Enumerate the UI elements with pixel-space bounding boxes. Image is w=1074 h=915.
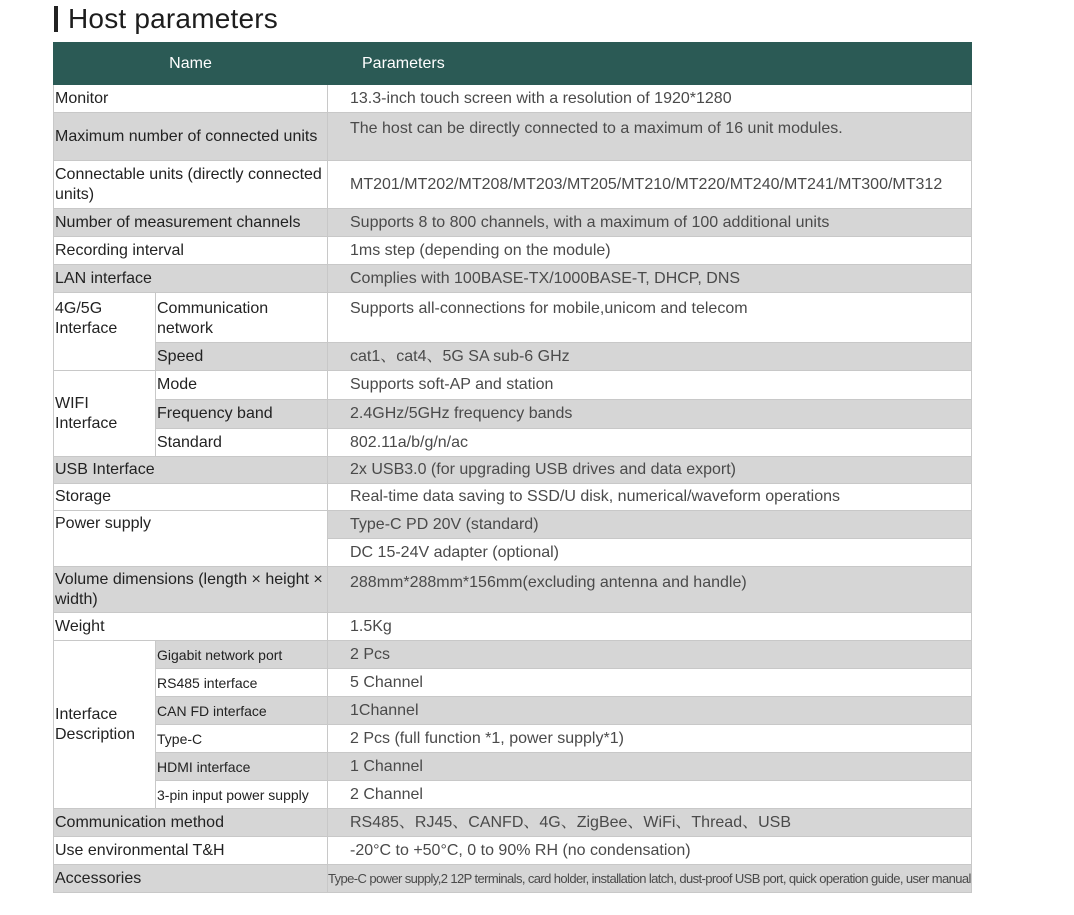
row-value: 1ms step (depending on the module) (328, 237, 972, 265)
row-value: 1.5Kg (328, 613, 972, 641)
table-row (54, 753, 972, 781)
row-label: Weight (54, 613, 328, 641)
row-label: Communication method (54, 809, 328, 837)
table-row (54, 511, 972, 539)
table-row (54, 613, 972, 641)
table-row (54, 725, 972, 753)
sub-label: Type-C (156, 725, 328, 753)
row-label: Volume dimensions (length × height × width) (54, 567, 328, 613)
row-value: Type-C power supply,2 12P terminals, card holder, installation latch, dust-proof USB port, quick operation guide, user manual (328, 865, 972, 893)
table-row (54, 781, 972, 809)
table-row (54, 669, 972, 697)
header-name: Name (54, 43, 328, 85)
sub-label: 3-pin input power supply (156, 781, 328, 809)
row-value: Supports soft-AP and station (328, 371, 972, 400)
table-row (54, 293, 972, 343)
row-label: Maximum number of connected units (54, 113, 328, 161)
row-value: 2 Channel (328, 781, 972, 809)
table-row (54, 343, 972, 371)
title-accent-bar (54, 6, 58, 32)
sub-label: Mode (156, 371, 328, 400)
row-value: MT201/MT202/MT208/MT203/MT205/MT210/MT220/MT240/MT241/MT300/MT312 (328, 161, 972, 209)
page-title: Host parameters (68, 3, 278, 34)
table-row (54, 837, 972, 865)
row-label: Connectable units (directly connected units) (54, 161, 328, 209)
table-row (54, 209, 972, 237)
row-label: Monitor (54, 85, 328, 113)
row-value: cat1、cat4、5G SA sub-6 GHz (328, 343, 972, 371)
row-value: 2 Pcs (full function *1, power supply*1) (328, 725, 972, 753)
sub-label: HDMI interface (156, 753, 328, 781)
table-row (54, 265, 972, 293)
row-value: 2x USB3.0 (for upgrading USB drives and data export) (328, 457, 972, 484)
row-value: 802.11a/b/g/n/ac (328, 429, 972, 457)
table-row (54, 429, 972, 457)
table-row (54, 641, 972, 669)
row-value: Supports 8 to 800 channels, with a maximum of 100 additional units (328, 209, 972, 237)
row-value: 5 Channel (328, 669, 972, 697)
header-parameters: Parameters (328, 43, 972, 85)
sub-label: Standard (156, 429, 328, 457)
row-value: -20°C to +50°C, 0 to 90% RH (no condensation) (328, 837, 972, 865)
sub-label: Speed (156, 343, 328, 371)
table-row (54, 113, 972, 161)
table-row (54, 371, 972, 400)
row-value: 13.3-inch touch screen with a resolution of 1920*1280 (328, 85, 972, 113)
table-row (54, 457, 972, 484)
row-value: Type-C PD 20V (standard) (328, 511, 972, 539)
row-value: Complies with 100BASE-TX/1000BASE-T, DHCP, DNS (328, 265, 972, 293)
row-label: LAN interface (54, 265, 328, 293)
sub-label: Gigabit network port (156, 641, 328, 669)
row-value: DC 15-24V adapter (optional) (328, 539, 972, 567)
table-row (54, 809, 972, 837)
row-label: Accessories (54, 865, 328, 893)
host-parameters-table (53, 42, 972, 893)
row-value: Supports all-connections for mobile,unicom and telecom (328, 293, 972, 343)
table-row (54, 484, 972, 511)
row-label: USB Interface (54, 457, 328, 484)
sub-label: RS485 interface (156, 669, 328, 697)
row-label: WIFI Interface (54, 371, 156, 457)
row-label: Number of measurement channels (54, 209, 328, 237)
row-value: 288mm*288mm*156mm(excluding antenna and handle) (328, 567, 972, 613)
row-value: Real-time data saving to SSD/U disk, numerical/waveform operations (328, 484, 972, 511)
table-row (54, 85, 972, 113)
table-row (54, 697, 972, 725)
sub-label: Communication network (156, 293, 328, 343)
row-value: RS485、RJ45、CANFD、4G、ZigBee、WiFi、Thread、USB (328, 809, 972, 837)
row-value: 1 Channel (328, 753, 972, 781)
table-row (54, 161, 972, 209)
sub-label: CAN FD interface (156, 697, 328, 725)
row-label: Recording interval (54, 237, 328, 265)
table-row (54, 400, 972, 429)
row-label: 4G/5G Interface (54, 293, 156, 371)
row-label: Interface Description (54, 641, 156, 809)
row-label: Storage (54, 484, 328, 511)
sub-label: Frequency band (156, 400, 328, 429)
row-value: 1Channel (328, 697, 972, 725)
row-value: 2 Pcs (328, 641, 972, 669)
table-row (54, 237, 972, 265)
row-label: Power supply (54, 511, 328, 567)
table-row (54, 567, 972, 613)
table-header (54, 43, 972, 85)
row-value: 2.4GHz/5GHz frequency bands (328, 400, 972, 429)
page-title-block (54, 2, 278, 36)
row-label: Use environmental T&H (54, 837, 328, 865)
table-row (54, 865, 972, 893)
row-value: The host can be directly connected to a maximum of 16 unit modules. (328, 113, 972, 161)
